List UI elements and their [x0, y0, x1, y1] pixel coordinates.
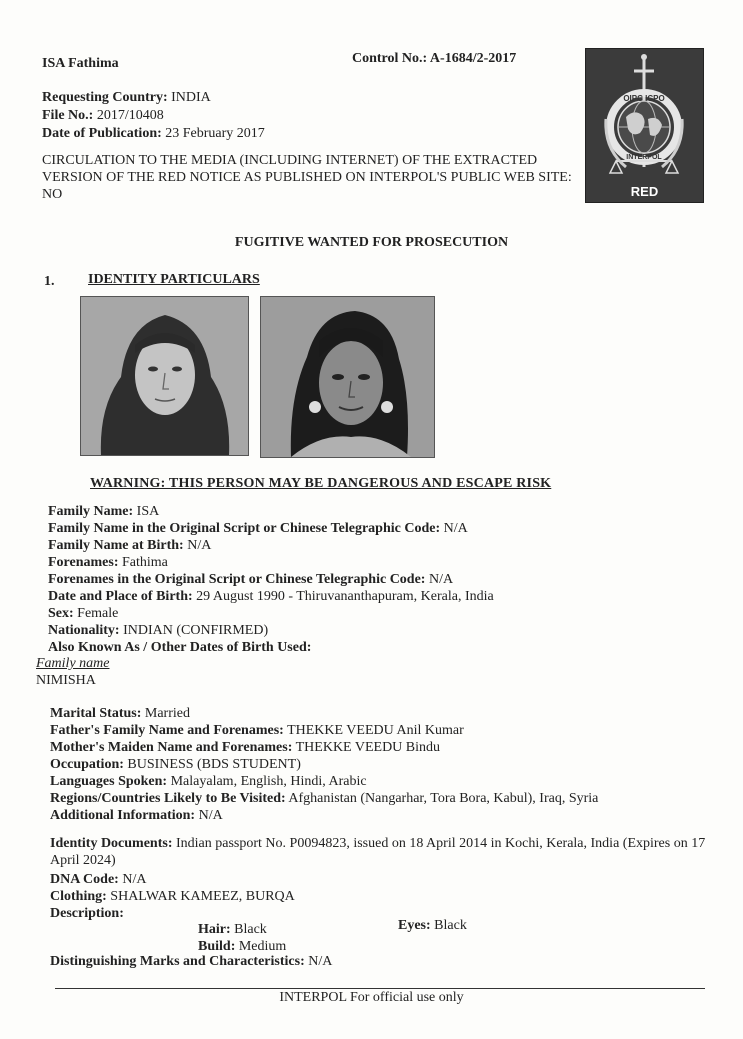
field-row: Additional Information: N/A: [50, 808, 223, 823]
clothing: Clothing: SHALWAR KAMEEZ, BURQA: [50, 889, 295, 904]
field-row: Forenames: Fathima: [48, 555, 168, 570]
control-number: [352, 51, 516, 67]
logo-ring-text: OIPC ICPO: [623, 94, 665, 103]
control-number-value: A-1684/2-2017: [429, 51, 517, 66]
warning-banner: WARNING: THIS PERSON MAY BE DANGEROUS AND ESCAPE RISK: [90, 476, 552, 491]
interpol-emblem-icon: [586, 49, 703, 202]
red-notice-label: RED: [630, 184, 659, 199]
person-name-header: ISA Fathima: [42, 56, 119, 71]
subject-photo-2: [260, 296, 435, 458]
distinguishing-marks: Distinguishing Marks and Characteristics: N/A: [50, 954, 333, 969]
circulation-statement: CIRCULATION TO THE MEDIA (INCLUDING INTERNET) OF THE EXTRACTED VERSION OF THE RED NOTICE AS PUBLISHED ON INTERPOL'S PUBLIC WEB SITE: NO: [42, 153, 572, 202]
file-number: File No.: 2017/10408: [42, 108, 164, 123]
build: Build: Medium: [198, 939, 287, 954]
section-number: 1.: [44, 274, 55, 289]
control-number-label: Control No.:: [352, 51, 428, 66]
hair-build: [198, 921, 286, 955]
subject-photo-1: [80, 296, 249, 456]
hair: Hair: Black: [198, 922, 267, 937]
field-row: Father's Family Name and Forenames: THEKKE VEEDU Anil Kumar: [50, 723, 464, 738]
eyes: Eyes: Black: [398, 918, 467, 933]
field-row: Also Known As / Other Dates of Birth Used:: [48, 640, 312, 655]
footer-text: INTERPOL For official use only: [279, 990, 464, 1005]
field-row: Forenames in the Original Script or Chinese Telegraphic Code: N/A: [48, 572, 454, 587]
footer-divider: [55, 988, 705, 989]
dna-code: DNA Code: N/A: [50, 872, 147, 887]
field-row: Nationality: INDIAN (CONFIRMED): [48, 623, 269, 638]
field-row: Regions/Countries Likely to Be Visited: Afghanistan (Nangarhar, Tora Bora, Kabul), Iraq, Syria: [50, 791, 599, 806]
field-row: Sex: Female: [48, 606, 119, 621]
notice-title: FUGITIVE WANTED FOR PROSECUTION: [234, 235, 509, 250]
field-row: Family Name: ISA: [48, 504, 160, 519]
field-row: Date and Place of Birth: 29 August 1990 - Thiruvananthapuram, Kerala, India: [48, 589, 494, 604]
field-row: Family Name in the Original Script or Chinese Telegraphic Code: N/A: [48, 521, 468, 536]
field-row: Occupation: BUSINESS (BDS STUDENT): [50, 757, 301, 772]
section-title: IDENTITY PARTICULARS: [88, 272, 260, 287]
dna-clothing-description: [50, 871, 295, 922]
field-row: Marital Status: Married: [50, 706, 190, 721]
alias-column-header: Family name: [36, 656, 110, 671]
interpol-red-notice-logo: [585, 48, 704, 203]
field-row: Languages Spoken: Malayalam, English, Hindi, Arabic: [50, 774, 367, 789]
field-row: Mother's Maiden Name and Forenames: THEKKE VEEDU Bindu: [50, 740, 441, 755]
logo-interpol-text: INTERPOL: [626, 154, 662, 161]
description-label: Description:: [50, 906, 124, 921]
alias-value: NIMISHA: [36, 673, 96, 688]
publication-date: Date of Publication: 23 February 2017: [42, 126, 265, 141]
identity-documents: Identity Documents: Indian passport No. P0094823, issued on 18 April 2014 in Kochi, Kerala, India (Expires on 17 April 2024): [50, 836, 706, 868]
requesting-country: Requesting Country: INDIA: [42, 90, 211, 105]
identity-fields: [48, 503, 494, 656]
personal-fields: [50, 705, 598, 824]
field-row: Family Name at Birth: N/A: [48, 538, 212, 553]
notice-meta: [42, 89, 265, 143]
